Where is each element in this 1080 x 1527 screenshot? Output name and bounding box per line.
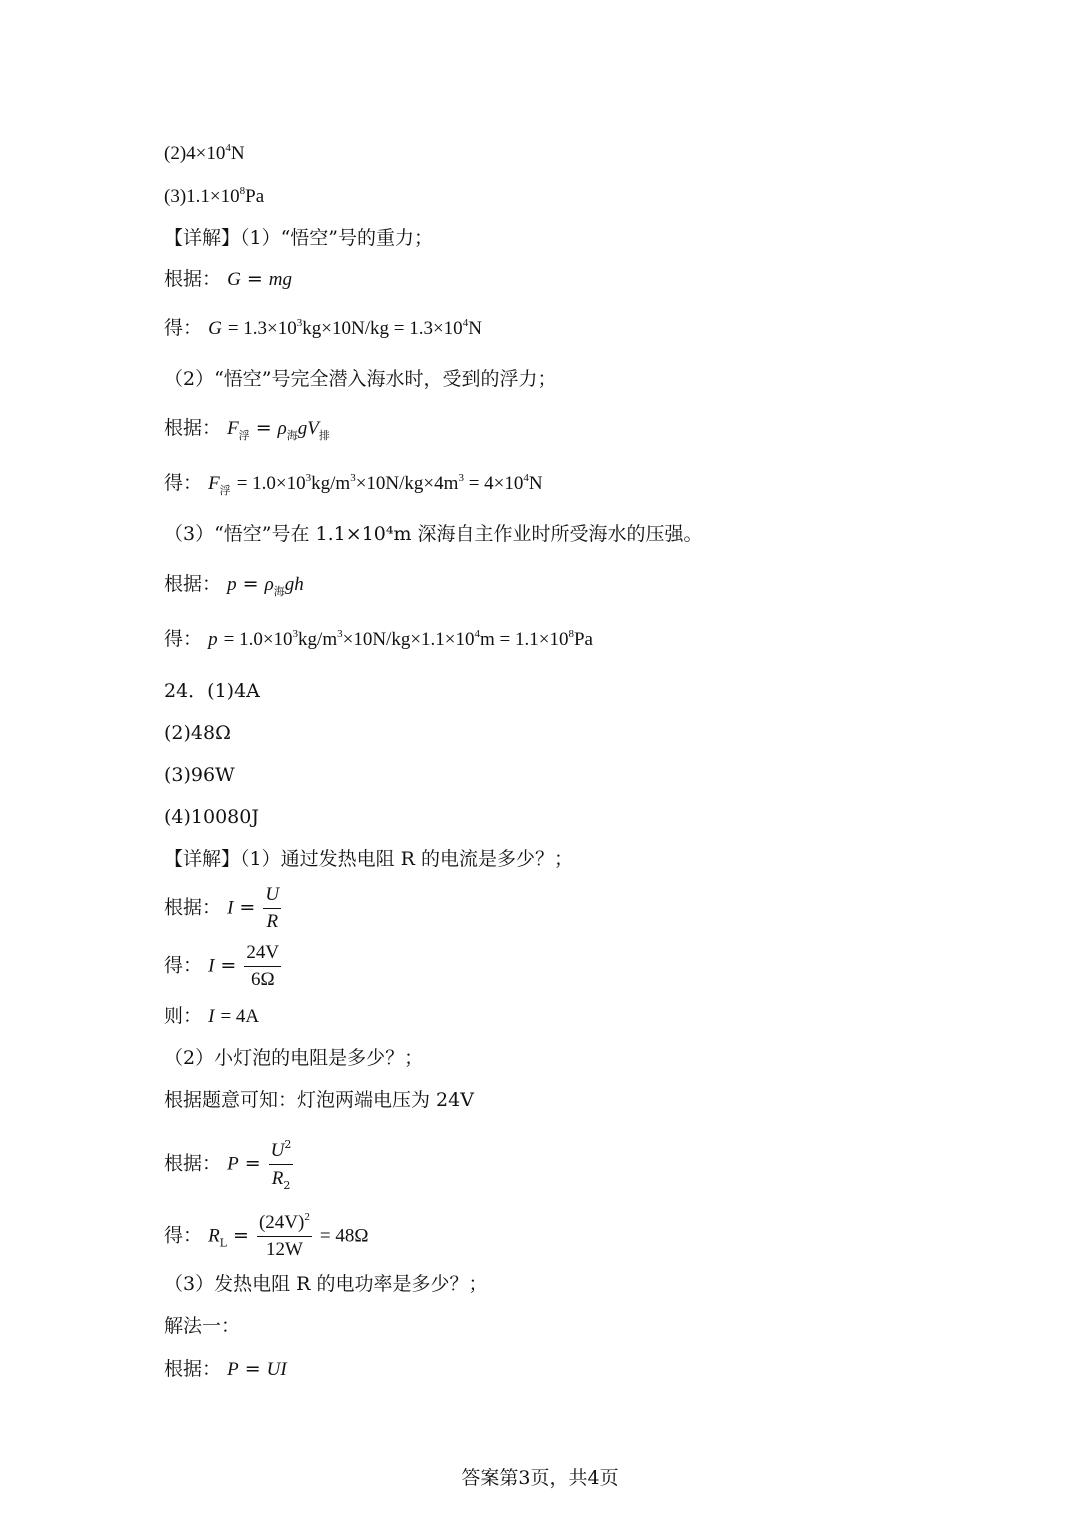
detail-heading-gravity: 【详解】（1）“悟空”号的重力； bbox=[164, 227, 434, 249]
pressure-formula: 根据： $p = \rho_海gh$ bbox=[164, 573, 304, 598]
pressure-calc: 得： $p = 1.0\times 10^3kg/m^3\times 10N/kg\times 1.1\times 10^4m = 1.1\times 10^8Pa$ bbox=[164, 628, 593, 650]
q24-answer-3: (3)96W bbox=[164, 764, 235, 786]
buoyancy-formula: 根据： $F_浮 = \rho_海gV_排$ bbox=[164, 417, 330, 442]
page-footer: 答案第3页，共4页 bbox=[461, 1467, 619, 1489]
detail-heading-power: （3）发热电阻 R 的电功率是多少？； bbox=[164, 1273, 488, 1295]
power-formula: 根据： P = UI bbox=[164, 1358, 287, 1380]
detail-heading-buoyancy: （2）“悟空”号完全潜入海水时，受到的浮力； bbox=[164, 368, 557, 390]
method-one-label: 解法一： bbox=[164, 1315, 241, 1337]
current-formula: 根据： I = $\frac{U}{R}$ bbox=[164, 884, 280, 932]
detail-heading-pressure: （3）“悟空”号在 1.1×10⁴m 深海自主作业时所受海水的压强。 bbox=[164, 523, 703, 545]
gravity-formula: 根据： G = mg bbox=[164, 268, 293, 290]
detail-heading-bulb-resistance: （2）小灯泡的电阻是多少？； bbox=[164, 1047, 424, 1069]
q24-answer-4: (4)10080J bbox=[164, 806, 259, 828]
q24-answer-2: (2)48Ω bbox=[164, 722, 231, 744]
answer-2: $(2)4\times 10^4N$ bbox=[164, 142, 245, 164]
bulb-resistance-calc: 得： $R_L$ = $\frac{(24V)^2}{12W}$ = 48Ω bbox=[164, 1211, 369, 1260]
bulb-voltage-note: 根据题意可知：灯泡两端电压为 24V bbox=[164, 1089, 474, 1111]
current-calc: 得： I = $\frac{24V}{6\Omega}$ bbox=[164, 942, 280, 990]
current-result: 则： I = 4A bbox=[164, 1005, 260, 1027]
q24-answer-1: 24．(1)4A bbox=[164, 680, 260, 702]
bulb-resistance-formula: 根据： P = $\frac{U^2}{R_2}$ bbox=[164, 1138, 292, 1192]
detail-heading-current: 【详解】（1）通过发热电阻 R 的电流是多少？； bbox=[164, 848, 573, 870]
buoyancy-calc: 得： $F_浮 = 1.0\times 10^3kg/m^3\times 10N/kg\times 4m^3 = 4\times 10^4N$ bbox=[164, 472, 543, 497]
gravity-calc: 得： $G = 1.3\times 10^3kg\times 10N/kg = 1.3\times 10^4N$ bbox=[164, 317, 482, 339]
answer-3: $(3)1.1\times 10^8Pa$ bbox=[164, 185, 265, 207]
